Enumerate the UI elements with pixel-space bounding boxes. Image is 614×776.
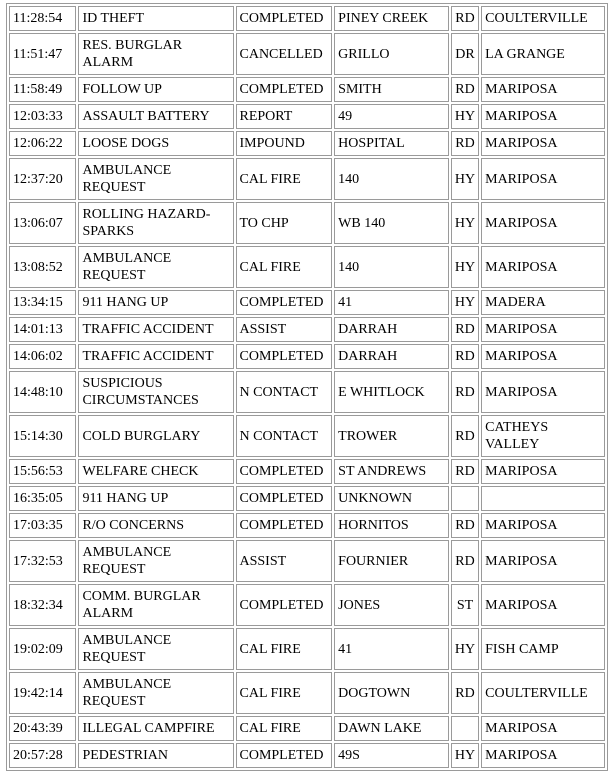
time-cell: 14:06:02: [9, 344, 76, 369]
table-row: [9, 415, 605, 457]
street-suffix-cell: HY: [451, 743, 479, 768]
street-cell: 49: [334, 104, 449, 129]
time-cell: 19:02:09: [9, 628, 76, 670]
incident-cell: PEDESTRIAN: [78, 743, 233, 768]
table-row: [9, 459, 605, 484]
table-row: [9, 104, 605, 129]
disposition-cell: COMPLETED: [236, 459, 333, 484]
time-cell: 14:01:13: [9, 317, 76, 342]
incident-cell: AMBULANCE REQUEST: [78, 246, 233, 288]
time-cell: 13:06:07: [9, 202, 76, 244]
disposition-cell: CAL FIRE: [236, 158, 333, 200]
city-cell: CATHEYS VALLEY: [481, 415, 605, 457]
city-cell: MARIPOSA: [481, 540, 605, 582]
incident-cell: WELFARE CHECK: [78, 459, 233, 484]
street-suffix-cell: ST: [451, 584, 479, 626]
city-cell: MARIPOSA: [481, 77, 605, 102]
city-cell: MARIPOSA: [481, 158, 605, 200]
street-cell: E WHITLOCK: [334, 371, 449, 413]
time-cell: 18:32:34: [9, 584, 76, 626]
table-row: [9, 246, 605, 288]
disposition-cell: COMPLETED: [236, 513, 333, 538]
disposition-cell: COMPLETED: [236, 290, 333, 315]
incident-cell: AMBULANCE REQUEST: [78, 540, 233, 582]
city-cell: MARIPOSA: [481, 371, 605, 413]
incident-cell: RES. BURGLAR ALARM: [78, 33, 233, 75]
table-row: [9, 540, 605, 582]
table-row: [9, 317, 605, 342]
disposition-cell: N CONTACT: [236, 415, 333, 457]
city-cell: MADERA: [481, 290, 605, 315]
street-cell: 49S: [334, 743, 449, 768]
city-cell: MARIPOSA: [481, 743, 605, 768]
street-suffix-cell: RD: [451, 415, 479, 457]
incident-cell: ILLEGAL CAMPFIRE: [78, 716, 233, 741]
street-suffix-cell: RD: [451, 540, 479, 582]
street-suffix-cell: HY: [451, 158, 479, 200]
street-suffix-cell: RD: [451, 344, 479, 369]
street-suffix-cell: RD: [451, 459, 479, 484]
disposition-cell: CAL FIRE: [236, 716, 333, 741]
disposition-cell: CAL FIRE: [236, 672, 333, 714]
incident-cell: R/O CONCERNS: [78, 513, 233, 538]
incident-cell: TRAFFIC ACCIDENT: [78, 317, 233, 342]
street-suffix-cell: RD: [451, 672, 479, 714]
street-suffix-cell: HY: [451, 104, 479, 129]
table-row: [9, 158, 605, 200]
table-row: [9, 77, 605, 102]
street-suffix-cell: HY: [451, 202, 479, 244]
disposition-cell: CANCELLED: [236, 33, 333, 75]
time-cell: 20:43:39: [9, 716, 76, 741]
table-row: [9, 486, 605, 511]
street-suffix-cell: HY: [451, 628, 479, 670]
table-row: [9, 202, 605, 244]
disposition-cell: COMPLETED: [236, 6, 333, 31]
street-cell: PINEY CREEK: [334, 6, 449, 31]
table-row: [9, 584, 605, 626]
table-row: [9, 371, 605, 413]
street-cell: 41: [334, 628, 449, 670]
disposition-cell: ASSIST: [236, 317, 333, 342]
street-cell: HOSPITAL: [334, 131, 449, 156]
incident-cell: COMM. BURGLAR ALARM: [78, 584, 233, 626]
incident-cell: 911 HANG UP: [78, 290, 233, 315]
time-cell: 15:56:53: [9, 459, 76, 484]
street-cell: DARRAH: [334, 344, 449, 369]
table-row: [9, 672, 605, 714]
street-cell: DOGTOWN: [334, 672, 449, 714]
table-row: [9, 513, 605, 538]
city-cell: FISH CAMP: [481, 628, 605, 670]
time-cell: 13:08:52: [9, 246, 76, 288]
city-cell: MARIPOSA: [481, 317, 605, 342]
city-cell: MARIPOSA: [481, 584, 605, 626]
street-cell: ST ANDREWS: [334, 459, 449, 484]
disposition-cell: CAL FIRE: [236, 246, 333, 288]
city-cell: MARIPOSA: [481, 513, 605, 538]
table-row: [9, 131, 605, 156]
time-cell: 11:28:54: [9, 6, 76, 31]
incident-cell: FOLLOW UP: [78, 77, 233, 102]
disposition-cell: COMPLETED: [236, 584, 333, 626]
street-suffix-cell: RD: [451, 317, 479, 342]
street-suffix-cell: RD: [451, 513, 479, 538]
disposition-cell: COMPLETED: [236, 77, 333, 102]
disposition-cell: COMPLETED: [236, 344, 333, 369]
time-cell: 20:57:28: [9, 743, 76, 768]
disposition-cell: COMPLETED: [236, 486, 333, 511]
incident-cell: SUSPICIOUS CIRCUMSTANCES: [78, 371, 233, 413]
incident-log-table: [6, 3, 608, 771]
time-cell: 17:32:53: [9, 540, 76, 582]
time-cell: 11:58:49: [9, 77, 76, 102]
street-cell: 41: [334, 290, 449, 315]
disposition-cell: N CONTACT: [236, 371, 333, 413]
street-suffix-cell: HY: [451, 290, 479, 315]
street-cell: WB 140: [334, 202, 449, 244]
disposition-cell: COMPLETED: [236, 743, 333, 768]
time-cell: 13:34:15: [9, 290, 76, 315]
street-suffix-cell: DR: [451, 33, 479, 75]
street-suffix-cell: RD: [451, 6, 479, 31]
street-suffix-cell: HY: [451, 246, 479, 288]
table-row: [9, 6, 605, 31]
city-cell: MARIPOSA: [481, 131, 605, 156]
time-cell: 15:14:30: [9, 415, 76, 457]
street-suffix-cell: [451, 716, 479, 741]
street-cell: UNKNOWN: [334, 486, 449, 511]
table-row: [9, 628, 605, 670]
incident-cell: ID THEFT: [78, 6, 233, 31]
street-cell: DAWN LAKE: [334, 716, 449, 741]
table-row: [9, 743, 605, 768]
city-cell: MARIPOSA: [481, 246, 605, 288]
street-cell: SMITH: [334, 77, 449, 102]
incident-cell: COLD BURGLARY: [78, 415, 233, 457]
table-row: [9, 290, 605, 315]
disposition-cell: REPORT: [236, 104, 333, 129]
time-cell: 16:35:05: [9, 486, 76, 511]
city-cell: MARIPOSA: [481, 202, 605, 244]
city-cell: MARIPOSA: [481, 344, 605, 369]
incident-log-body: [9, 6, 605, 768]
city-cell: MARIPOSA: [481, 459, 605, 484]
city-cell: COULTERVILLE: [481, 672, 605, 714]
street-cell: FOURNIER: [334, 540, 449, 582]
time-cell: 12:37:20: [9, 158, 76, 200]
street-cell: DARRAH: [334, 317, 449, 342]
incident-cell: AMBULANCE REQUEST: [78, 158, 233, 200]
disposition-cell: CAL FIRE: [236, 628, 333, 670]
incident-cell: ROLLING HAZARD-SPARKS: [78, 202, 233, 244]
street-cell: 140: [334, 246, 449, 288]
disposition-cell: IMPOUND: [236, 131, 333, 156]
time-cell: 19:42:14: [9, 672, 76, 714]
street-cell: TROWER: [334, 415, 449, 457]
table-row: [9, 716, 605, 741]
street-suffix-cell: RD: [451, 371, 479, 413]
incident-cell: LOOSE DOGS: [78, 131, 233, 156]
time-cell: 11:51:47: [9, 33, 76, 75]
time-cell: 17:03:35: [9, 513, 76, 538]
city-cell: MARIPOSA: [481, 104, 605, 129]
incident-cell: AMBULANCE REQUEST: [78, 628, 233, 670]
city-cell: LA GRANGE: [481, 33, 605, 75]
table-row: [9, 344, 605, 369]
incident-cell: AMBULANCE REQUEST: [78, 672, 233, 714]
disposition-cell: ASSIST: [236, 540, 333, 582]
street-cell: 140: [334, 158, 449, 200]
time-cell: 12:03:33: [9, 104, 76, 129]
time-cell: 12:06:22: [9, 131, 76, 156]
table-row: [9, 33, 605, 75]
street-suffix-cell: [451, 486, 479, 511]
city-cell: MARIPOSA: [481, 716, 605, 741]
street-suffix-cell: RD: [451, 131, 479, 156]
street-cell: HORNITOS: [334, 513, 449, 538]
street-cell: JONES: [334, 584, 449, 626]
street-suffix-cell: RD: [451, 77, 479, 102]
time-cell: 14:48:10: [9, 371, 76, 413]
city-cell: [481, 486, 605, 511]
city-cell: COULTERVILLE: [481, 6, 605, 31]
incident-cell: ASSAULT BATTERY: [78, 104, 233, 129]
incident-cell: 911 HANG UP: [78, 486, 233, 511]
incident-cell: TRAFFIC ACCIDENT: [78, 344, 233, 369]
disposition-cell: TO CHP: [236, 202, 333, 244]
street-cell: GRILLO: [334, 33, 449, 75]
